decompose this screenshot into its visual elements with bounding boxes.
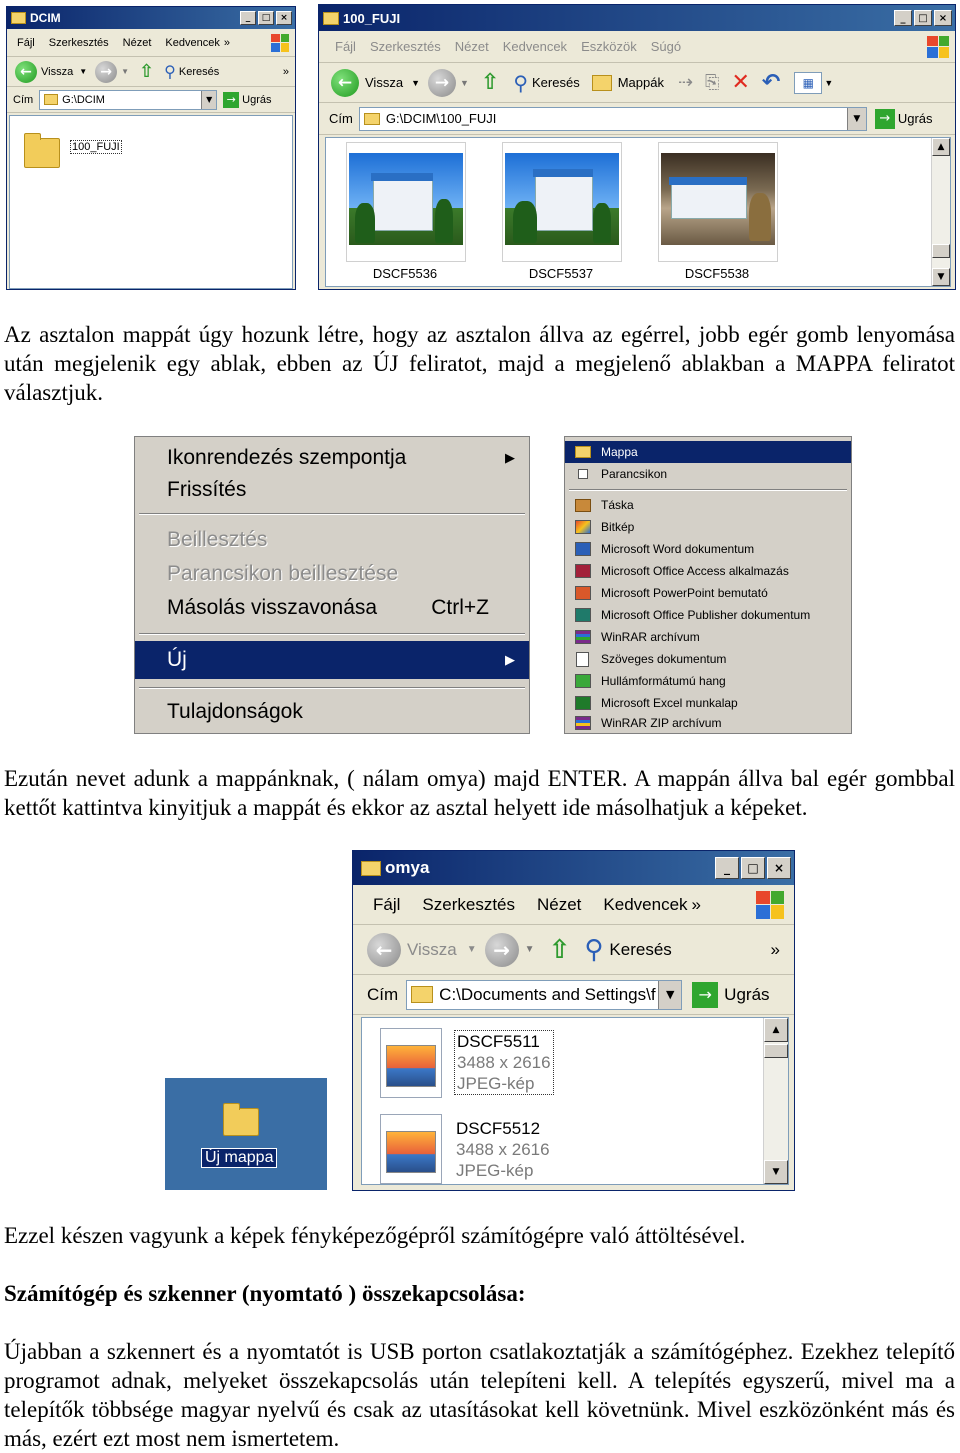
- paragraph-scanner-printer: Újabban a szkennert és a nyomtatót is USB porton csatlakoztatják a számítógéphez. Ezekhez telepítő programot adnak, melyeket összekapcsolás után telepíteni kell. A telepítés egyszerű, mivel ma a telepítők többsége magyar nyelvű és csak az utasításokat kell követnünk. Mivel eszközönként más és más, ezért ezt most nem ismertetem.: [4, 1339, 955, 1451]
- publisher-icon: [575, 608, 591, 622]
- menu-file[interactable]: Fájl: [17, 36, 35, 49]
- search-icon: ⚲: [164, 62, 176, 81]
- back-arrow-icon: ←: [331, 69, 359, 97]
- forward-button[interactable]: →: [485, 933, 519, 967]
- window-dcim: [6, 6, 296, 290]
- submenu-item-access-app[interactable]: Microsoft Office Access alkalmazás: [565, 560, 851, 582]
- thumbnail-view: [325, 137, 951, 287]
- photo-thumbnail[interactable]: [502, 142, 622, 262]
- address-input[interactable]: [39, 90, 217, 110]
- forward-button[interactable]: →: [428, 69, 456, 97]
- submenu-item-winrar[interactable]: WinRAR archívum: [565, 626, 851, 648]
- file-type: JPEG-kép: [456, 1161, 534, 1180]
- menu-more-chevron[interactable]: »: [691, 894, 702, 914]
- close-button[interactable]: ×: [934, 10, 952, 26]
- scroll-thumb[interactable]: [764, 1044, 788, 1058]
- title-bar: [353, 851, 794, 885]
- menu-view[interactable]: Nézet: [537, 894, 582, 914]
- photo-label[interactable]: DSCF5538: [684, 266, 750, 281]
- new-folder-label[interactable]: Új mappa: [201, 1148, 277, 1168]
- up-folder-icon[interactable]: ⇧: [139, 61, 155, 82]
- undo-icon[interactable]: ↶: [761, 70, 781, 95]
- menu-item-refresh[interactable]: Frissítés: [167, 478, 247, 501]
- go-label: Ugrás: [897, 111, 933, 126]
- back-label: Vissza: [407, 939, 457, 959]
- photo-thumbnail[interactable]: [346, 142, 466, 262]
- windows-logo-icon: [756, 891, 784, 919]
- paragraph-done: Ezzel készen vagyunk a képek fényképezőgépről számítógépre való áttöltésével.: [4, 1223, 746, 1248]
- folder-icon[interactable]: [223, 1108, 259, 1136]
- go-button[interactable]: [223, 92, 271, 108]
- menu-favorites[interactable]: Kedvencek: [165, 36, 220, 49]
- scroll-up-button[interactable]: ▲: [764, 1018, 788, 1042]
- search-label: Keresés: [609, 939, 672, 959]
- window-title: DCIM: [30, 11, 61, 25]
- photo-label[interactable]: DSCF5536: [372, 266, 438, 281]
- up-folder-icon[interactable]: ⇧: [548, 934, 571, 965]
- address-text: G:\DCIM\100_FUJI: [385, 111, 497, 126]
- submenu-item-folder[interactable]: Mappa: [565, 441, 851, 463]
- menu-tools[interactable]: Eszközök: [581, 39, 637, 54]
- winrar-icon: [575, 630, 591, 644]
- shortcut-icon: [578, 469, 588, 479]
- folder-icon: [11, 12, 26, 24]
- folder-icon[interactable]: [24, 138, 60, 168]
- desktop-area: [165, 1078, 327, 1190]
- go-label: Ugrás: [242, 93, 272, 106]
- menu-edit[interactable]: Szerkesztés: [369, 39, 441, 54]
- menu-edit[interactable]: Szerkesztés: [422, 894, 515, 914]
- photo-image: [349, 153, 463, 245]
- address-label: Cím: [13, 93, 34, 106]
- briefcase-icon: [575, 499, 591, 512]
- menu-separator: [139, 687, 525, 689]
- jpeg-file-icon[interactable]: [380, 1114, 442, 1184]
- sound-icon: [575, 674, 591, 688]
- window-title: omya: [385, 858, 430, 877]
- minimize-button[interactable]: _: [894, 10, 912, 26]
- go-button[interactable]: [692, 982, 769, 1008]
- menu-file[interactable]: Fájl: [373, 894, 401, 914]
- shortcut-ctrl-z: Ctrl+Z: [431, 596, 489, 619]
- toolbar-more-chevron[interactable]: »: [770, 939, 780, 959]
- file-name: DSCF5512: [456, 1119, 541, 1138]
- file-info[interactable]: [454, 1030, 554, 1095]
- photo-thumbnail[interactable]: [658, 142, 778, 262]
- scroll-thumb[interactable]: [932, 244, 950, 258]
- submenu-arrow-icon: ▶: [505, 450, 515, 466]
- vertical-scrollbar[interactable]: [763, 1018, 788, 1184]
- file-name: DSCF5511: [457, 1032, 540, 1051]
- address-label: Cím: [329, 111, 353, 126]
- menu-favorites[interactable]: Kedvencek: [603, 894, 688, 914]
- window-omya: [352, 850, 795, 1191]
- address-label: Cím: [367, 984, 399, 1004]
- menu-file[interactable]: Fájl: [335, 39, 356, 54]
- menu-bar: [319, 31, 955, 63]
- windows-logo-icon: [927, 36, 949, 58]
- title-bar: [319, 5, 955, 31]
- submenu-item-publisher[interactable]: Microsoft Office Publisher dokumentum: [565, 604, 851, 626]
- chevron-down-icon[interactable]: ▼: [824, 77, 834, 88]
- back-label: Vissza: [41, 65, 74, 78]
- scroll-up-button[interactable]: ▲: [932, 138, 950, 156]
- folder-label[interactable]: 100_FUJI: [72, 141, 120, 153]
- address-input[interactable]: [359, 107, 867, 131]
- maximize-button[interactable]: □: [914, 10, 932, 26]
- word-icon: [575, 542, 591, 556]
- back-button[interactable]: [331, 69, 420, 97]
- photo-image: [505, 153, 619, 245]
- chevron-down-icon: ▼: [121, 67, 130, 76]
- menu-item-paste: Beillesztés: [167, 528, 268, 551]
- menu-item-undo-copy[interactable]: Másolás visszavonása Ctrl+Z: [167, 596, 489, 619]
- excel-icon: [575, 696, 591, 710]
- folders-icon: [592, 75, 612, 91]
- minimize-button[interactable]: _: [240, 11, 256, 25]
- search-icon: ⚲: [513, 70, 528, 95]
- search-button[interactable]: [513, 71, 579, 95]
- go-arrow-icon: →: [875, 109, 895, 129]
- toolbar: [7, 57, 295, 87]
- address-bar: [319, 103, 955, 135]
- folder-icon: [361, 861, 381, 876]
- views-icon[interactable]: ▦: [794, 72, 822, 94]
- close-button[interactable]: ×: [767, 857, 791, 879]
- forward-button[interactable]: →: [95, 61, 117, 83]
- file-dimensions: 3488 x 2616: [456, 1140, 550, 1159]
- submenu-item-powerpoint[interactable]: Microsoft PowerPoint bemutató: [565, 582, 851, 604]
- folder-icon: [364, 113, 380, 125]
- submenu-item-wave-sound[interactable]: Hullámformátumú hang: [565, 670, 851, 692]
- submenu-item-word-document[interactable]: Microsoft Word dokumentum: [565, 538, 851, 560]
- toolbar-more-chevron[interactable]: »: [282, 65, 289, 78]
- menu-item-new[interactable]: Új ▶: [135, 641, 529, 679]
- file-info[interactable]: [456, 1118, 550, 1181]
- address-bar: [353, 975, 794, 1015]
- search-label: Keresés: [532, 75, 580, 90]
- powerpoint-icon: [575, 586, 591, 600]
- maximize-button[interactable]: □: [741, 857, 765, 879]
- scroll-down-button[interactable]: ▼: [932, 268, 950, 286]
- minimize-button[interactable]: _: [715, 857, 739, 879]
- search-icon: ⚲: [584, 934, 604, 965]
- go-button[interactable]: [875, 109, 933, 129]
- search-button[interactable]: [584, 935, 671, 965]
- address-text: C:\Documents and Settings\f: [439, 984, 656, 1004]
- maximize-button[interactable]: □: [258, 11, 274, 25]
- menu-item-properties[interactable]: Tulajdonságok: [167, 700, 303, 723]
- menu-bar: [7, 29, 295, 57]
- search-label: Keresés: [178, 65, 220, 78]
- jpeg-file-icon[interactable]: [380, 1028, 442, 1098]
- folders-label: Mappák: [617, 75, 664, 90]
- scroll-down-button[interactable]: ▼: [764, 1160, 788, 1184]
- desktop-context-menu: [134, 436, 530, 734]
- paragraph-name-folder: Ezután nevet adunk a mappánknak, ( nálam omya) majd ENTER. A mappán állva bal egér gombbal kettőt kattintva kinyitjuk a mappát és ekkor az asztal helyett ide másolhatjuk a képeket.: [4, 766, 955, 820]
- folder-view: [9, 115, 293, 289]
- folder-icon: [323, 12, 339, 25]
- search-button[interactable]: [164, 62, 219, 81]
- menu-separator: [139, 513, 525, 515]
- menu-help[interactable]: Súgó: [650, 39, 682, 54]
- chevron-down-icon: ▼: [459, 77, 469, 88]
- chevron-down-icon: ▼: [524, 944, 535, 955]
- submenu-item-briefcase[interactable]: Táska: [565, 494, 851, 516]
- menu-view[interactable]: Nézet: [454, 39, 489, 54]
- toolbar: [319, 63, 955, 103]
- address-dropdown-button[interactable]: ▼: [847, 108, 866, 130]
- new-submenu: [564, 436, 852, 734]
- folder-icon: [575, 446, 591, 458]
- address-dropdown-button[interactable]: ▼: [201, 91, 216, 109]
- menu-item-arrange-icons[interactable]: Ikonrendezés szempontja ▶: [167, 446, 515, 469]
- folder-icon: [411, 986, 433, 1003]
- back-button[interactable]: [15, 61, 87, 83]
- address-bar: [7, 87, 295, 113]
- menu-bar: [353, 885, 794, 925]
- close-button[interactable]: ×: [276, 11, 292, 25]
- delete-icon[interactable]: ✕: [731, 70, 750, 95]
- go-arrow-icon: →: [692, 982, 718, 1008]
- access-icon: [575, 564, 591, 578]
- folders-button[interactable]: [592, 75, 664, 91]
- chevron-down-icon: ▼: [411, 77, 420, 88]
- window-title: 100_FUJI: [343, 10, 401, 26]
- submenu-arrow-icon: ▶: [505, 652, 515, 668]
- back-arrow-icon: ←: [15, 61, 37, 83]
- section-heading: Számítógép és szkenner (nyomtató ) összekapcsolása:: [4, 1281, 526, 1306]
- menu-separator: [569, 489, 847, 491]
- back-label: Vissza: [365, 75, 404, 90]
- menu-separator: [139, 633, 525, 635]
- back-button[interactable]: [367, 933, 477, 967]
- chevron-down-icon: ▼: [466, 944, 477, 955]
- go-label: Ugrás: [724, 984, 770, 1004]
- move-to-icon[interactable]: ⇢: [677, 72, 694, 93]
- menu-view[interactable]: Nézet: [122, 36, 152, 49]
- submenu-item-text-document[interactable]: Szöveges dokumentum: [565, 648, 851, 670]
- toolbar: [353, 925, 794, 975]
- go-arrow-icon: →: [223, 92, 239, 108]
- back-arrow-icon: ←: [367, 933, 401, 967]
- copy-to-icon[interactable]: ⎘: [705, 72, 720, 93]
- folder-icon: [44, 94, 58, 105]
- photo-image: [661, 153, 775, 245]
- photo-label[interactable]: DSCF5537: [528, 266, 594, 281]
- file-type: JPEG-kép: [457, 1074, 535, 1093]
- window-100-fuji: [318, 4, 956, 290]
- paint-icon: [575, 520, 591, 534]
- submenu-item-bitmap[interactable]: Bitkép: [565, 516, 851, 538]
- address-text: G:\DCIM: [62, 93, 105, 106]
- menu-edit[interactable]: Szerkesztés: [48, 36, 109, 49]
- submenu-item-excel[interactable]: Microsoft Excel munkalap: [565, 692, 851, 714]
- text-document-icon: [576, 652, 589, 667]
- submenu-item-winrar-zip[interactable]: WinRAR ZIP archívum: [565, 713, 851, 733]
- vertical-scrollbar[interactable]: [931, 138, 950, 286]
- title-bar: [7, 7, 295, 29]
- address-dropdown-button[interactable]: ▼: [658, 981, 681, 1009]
- paragraph-create-folder: Az asztalon mappát úgy hozunk létre, hogy az asztalon állva az egérrel, jobb egér gomb lenyomása után megjelenik egy ablak, ebben az ÚJ feliratot, majd a megjelenő ablakban a MAPPA feliratot választjuk.: [4, 322, 955, 405]
- address-input[interactable]: [406, 980, 682, 1010]
- menu-favorites[interactable]: Kedvencek: [502, 39, 568, 54]
- menu-item-paste-shortcut: Parancsikon beillesztése: [167, 562, 399, 585]
- winrar-zip-icon: [575, 716, 591, 730]
- chevron-down-icon: ▼: [79, 67, 88, 76]
- file-dimensions: 3488 x 2616: [457, 1053, 551, 1072]
- windows-logo-icon: [271, 34, 289, 52]
- menu-more-chevron[interactable]: »: [223, 36, 230, 49]
- submenu-item-shortcut[interactable]: Parancsikon: [565, 463, 851, 485]
- up-folder-icon[interactable]: ⇧: [480, 70, 500, 95]
- file-list-view: [361, 1017, 789, 1185]
